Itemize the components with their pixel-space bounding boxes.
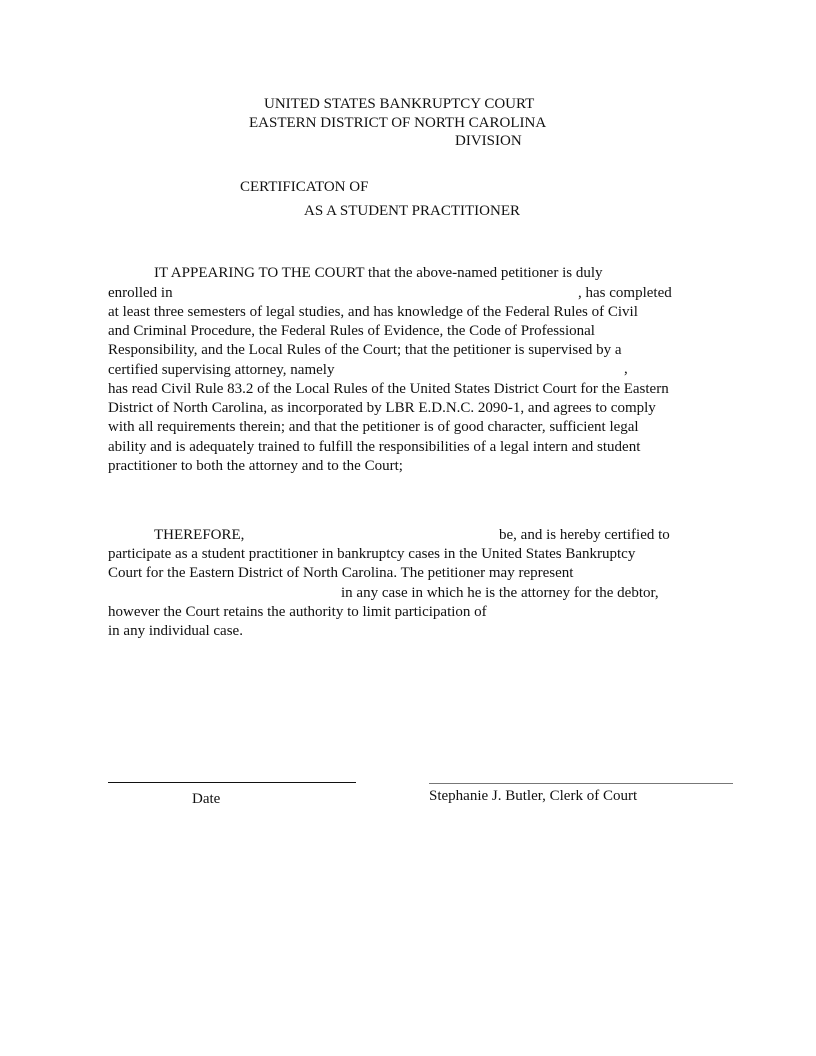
certificate-title-line1: CERTIFICATON OF — [240, 179, 369, 195]
p2-line: participate as a student practitioner in bankruptcy cases in the United States Bankruptcy — [108, 546, 636, 562]
date-label: Date — [192, 791, 221, 807]
p2-line: in any individual case. — [108, 623, 243, 639]
p1-line: at least three semesters of legal studies, and has knowledge of the Federal Rules of Civil — [108, 304, 638, 320]
p1-line: , — [624, 361, 628, 377]
p1-line: with all requirements therein; and that the petitioner is of good character, sufficient legal — [108, 419, 639, 435]
district-name: EASTERN DISTRICT OF NORTH CAROLINA — [249, 115, 547, 131]
certificate-title-line2: AS A STUDENT PRACTITIONER — [304, 203, 520, 219]
division-label: DIVISION — [455, 133, 522, 149]
p1-line: practitioner to both the attorney and to the Court; — [108, 458, 403, 474]
p2-line: in any case in which he is the attorney for the debtor, — [341, 585, 659, 601]
date-signature-line — [108, 782, 356, 783]
p1-line: certified supervising attorney, namely — [108, 362, 335, 378]
p1-line: IT APPEARING TO THE COURT that the above-named petitioner is duly — [154, 265, 603, 281]
p1-line: , has completed — [578, 285, 672, 301]
p1-line: has read Civil Rule 83.2 of the Local Rules of the United States District Court for the Eastern — [108, 381, 669, 397]
p2-line: Court for the Eastern District of North Carolina. The petitioner may represent — [108, 565, 574, 581]
p1-line: District of North Carolina, as incorporated by LBR E.D.N.C. 2090-1, and agrees to comply — [108, 400, 656, 416]
court-name: UNITED STATES BANKRUPTCY COURT — [264, 96, 535, 112]
p2-line: however the Court retains the authority to limit participation of — [108, 604, 487, 620]
p2-line: be, and is hereby certified to — [499, 527, 670, 543]
clerk-signature-label: Stephanie J. Butler, Clerk of Court — [429, 788, 638, 804]
p1-line: Responsibility, and the Local Rules of the Court; that the petitioner is supervised by a — [108, 342, 622, 358]
p1-line: enrolled in — [108, 285, 173, 301]
p2-line: THEREFORE, — [154, 527, 245, 543]
clerk-signature-line — [429, 783, 733, 784]
p1-line: ability and is adequately trained to fulfill the responsibilities of a legal intern and student — [108, 439, 641, 455]
p1-line: and Criminal Procedure, the Federal Rules of Evidence, the Code of Professional — [108, 323, 595, 339]
